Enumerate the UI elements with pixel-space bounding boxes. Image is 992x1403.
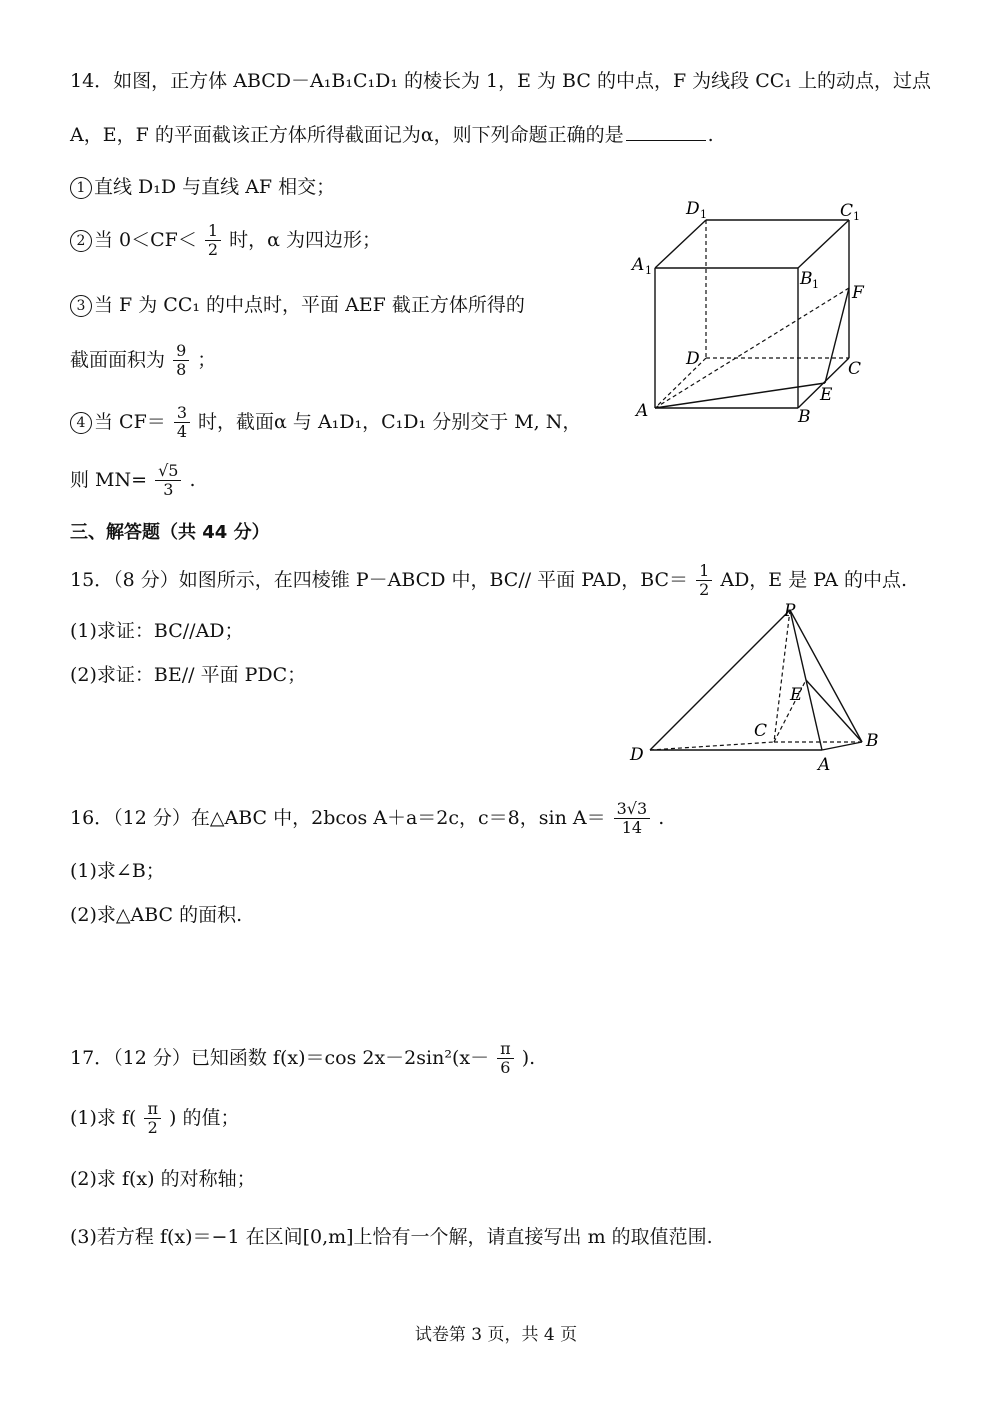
option-1-text: 直线 D₁D 与直线 AF 相交； — [94, 176, 336, 198]
svg-text:1: 1 — [645, 264, 652, 277]
q17-text-after: ). — [521, 1046, 536, 1069]
q15-fraction: $\frac{1}{2}$ — [696, 562, 712, 600]
q16-part2: (2)求△ABC 的面积. — [70, 904, 243, 926]
option-4-fraction: $\frac{3}{4}$ — [174, 404, 190, 442]
q17-text-before: 17．（12 分）已知函数 f(x)＝cos 2x－2sin²(x－ — [70, 1046, 490, 1069]
option-1-marker: 1 — [70, 177, 92, 199]
cube-diagram — [620, 190, 880, 430]
option-4-text2-after: . — [189, 468, 196, 491]
label-F: F — [852, 283, 864, 303]
q14-line1: 14．如图，正方体 ABCD－A₁B₁C₁D₁ 的棱长为 1，E 为 BC 的中点，F 为线段 CC₁ 上的动点，过点 — [70, 70, 931, 92]
q16-fraction: $\frac{3√3}{14}$ — [614, 800, 651, 838]
label-E: E — [820, 385, 833, 405]
label-A1: A — [632, 255, 645, 275]
q14-option-3-line2 — [70, 342, 216, 380]
q14-line2-end: . — [707, 124, 714, 146]
q14-option-4-line2 — [70, 462, 196, 500]
q15-text-before: 15．（8 分）如图所示，在四棱锥 P－ABCD 中，BC// 平面 PAD，BC＝ — [70, 568, 689, 591]
svg-text:1: 1 — [812, 278, 819, 291]
q17-part1-after: ) 的值； — [169, 1106, 240, 1129]
option-2-fraction: $\frac{1}{2}$ — [205, 222, 221, 260]
option-4-text2-before: 则 MN= — [70, 468, 148, 491]
q14-line2-text: A，E，F 的平面截该正方体所得截面记为α，则下列命题正确的是 — [70, 124, 624, 146]
option-3-marker: 3 — [70, 295, 92, 317]
label-D: D — [630, 745, 644, 765]
label-A: A — [818, 755, 831, 775]
pyramid-diagram — [620, 596, 900, 780]
option-2-text-before: 当 0＜CF＜ — [94, 228, 197, 251]
label-D1: D — [686, 199, 700, 219]
label-C: C — [754, 721, 768, 741]
option-2-marker: 2 — [70, 230, 92, 252]
label-B1: B — [800, 269, 813, 289]
label-P: P — [784, 601, 796, 621]
option-4-text-after: 时，截面α 与 A₁D₁，C₁D₁ 分别交于 M, N， — [198, 410, 582, 433]
q17-line1 — [70, 1040, 535, 1078]
q17-part1-fraction: $\frac{\pi}{2}$ — [144, 1100, 161, 1138]
label-B: B — [798, 407, 811, 427]
option-3-text: 当 F 为 CC₁ 的中点时，平面 AEF 截正方体所得的 — [94, 294, 525, 316]
q16-text-after: . — [658, 806, 665, 829]
option-4-marker: 4 — [70, 412, 92, 434]
label-B: B — [866, 731, 879, 751]
q14-option-1 — [70, 176, 335, 199]
q16-line1 — [70, 800, 664, 838]
option-2-text-after: 时，α 为四边形； — [229, 228, 382, 251]
option-4-fraction2: $\frac{√5}{3}$ — [155, 462, 181, 500]
q14-line2 — [70, 124, 714, 147]
label-C1: C — [840, 201, 854, 221]
q15-text-after: AD，E 是 PA 的中点. — [720, 568, 908, 591]
answer-blank — [626, 139, 706, 141]
option-3-text2-before: 截面面积为 — [70, 348, 166, 371]
q17-part1 — [70, 1100, 239, 1138]
q14-option-2 — [70, 222, 381, 260]
q17-fraction: $\frac{\pi}{6}$ — [497, 1040, 514, 1078]
label-D: D — [686, 349, 700, 369]
page-footer: 试卷第 3 页，共 4 页 — [414, 1325, 578, 1345]
svg-text:1: 1 — [853, 210, 860, 223]
q15-part1: (1)求证：BC//AD； — [70, 620, 244, 642]
option-4-text-before: 当 CF＝ — [94, 410, 166, 433]
label-E: E — [790, 685, 803, 705]
q15-line1 — [70, 562, 907, 600]
q14-option-4 — [70, 404, 581, 442]
q16-part1: (1)求∠B； — [70, 860, 165, 882]
q15-part2: (2)求证：BE// 平面 PDC； — [70, 664, 307, 686]
q17-part1-before: (1)求 f( — [70, 1106, 137, 1129]
label-A: A — [636, 401, 649, 421]
section-header: 三、解答题（共 44 分） — [70, 522, 270, 543]
q16-text-before: 16．（12 分）在△ABC 中，2bcos A＋a＝2c，c＝8，sin A＝ — [70, 806, 606, 829]
q17-part2: (2)求 f(x) 的对称轴； — [70, 1168, 256, 1190]
label-C: C — [848, 359, 862, 379]
svg-text:1: 1 — [700, 208, 707, 221]
q17-part3: (3)若方程 f(x)＝−1 在区间[0,m]上恰有一个解，请直接写出 m 的取值范围. — [70, 1226, 713, 1248]
q14-option-3 — [70, 294, 525, 317]
option-3-text2-after: ； — [197, 348, 217, 371]
option-3-fraction: $\frac{9}{8}$ — [173, 342, 189, 380]
